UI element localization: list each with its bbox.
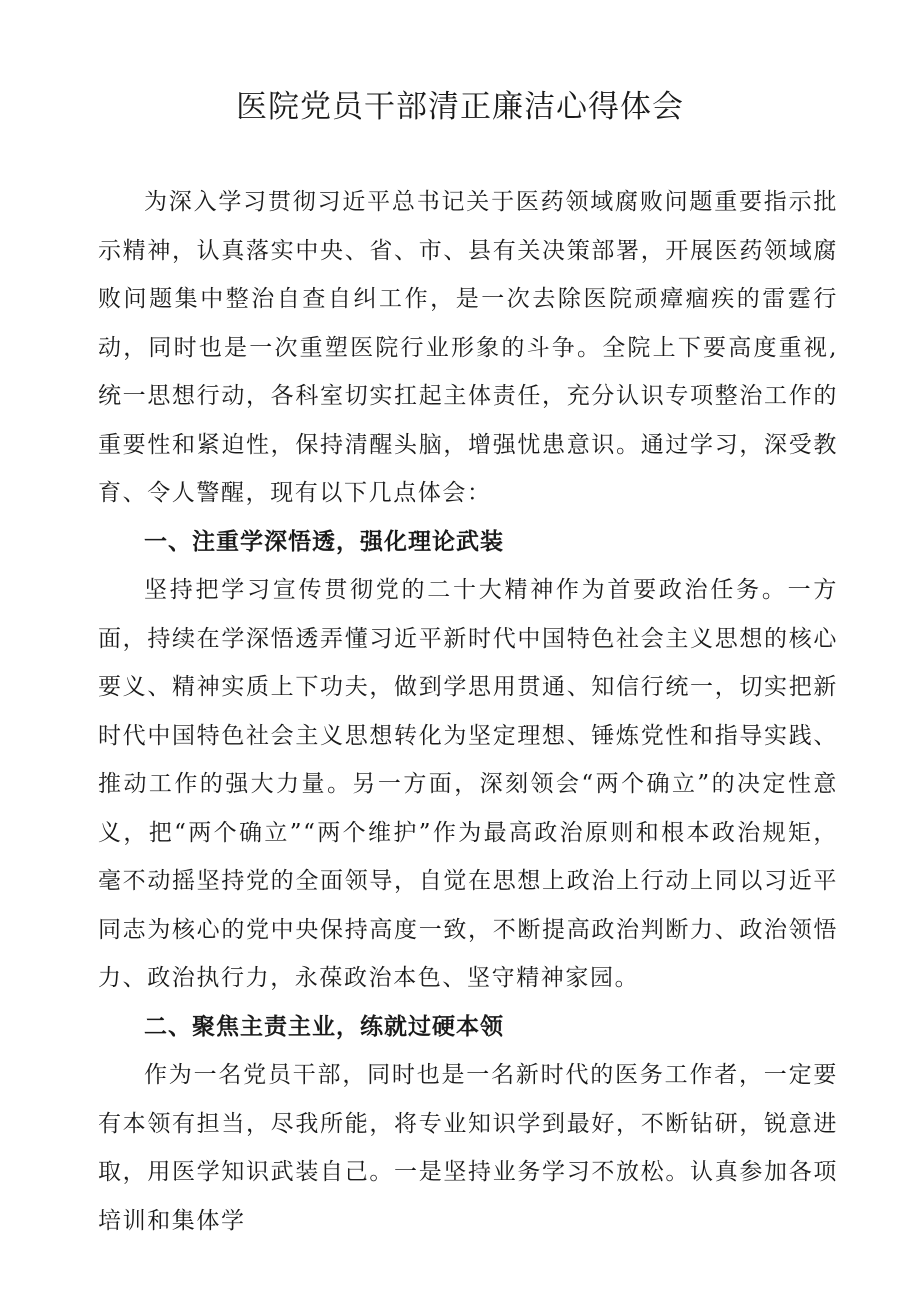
- section-1-heading: 一、注重学深悟透，强化理论武装: [144, 528, 504, 555]
- intro-paragraph: 为深入学习贯彻习近平总书记关于医药领域腐败问题重要指示批示精神，认真落实中央、省、市、县有关决策部署，开展医药领域腐败问题集中整治自查自纠工作，是一次去除医院顽瘴痼疾的雷霆行动，同时也是一次重塑医院行业形象的斗争。全院上下要高度重视,统一思想行动，各科室切实扛起主体责任，充分认识专项整治工作的重要性和紧迫性，保持清醒头脑，增强忧患意识。通过学习，深受教育、令人警醒，现有以下几点体会：: [98, 189, 838, 506]
- section-2-paragraph: 作为一名党员干部，同时也是一名新时代的医务工作者，一定要有本领有担当，尽我所能，将专业知识学到最好，不断钻研，锐意进取，用医学知识武装自己。一是坚持业务学习不放松。认真参加各项培训和集体学: [98, 1062, 838, 1234]
- document-body: [98, 178, 838, 1245]
- section-2-heading: 二、聚焦主责主业，练就过硬本领: [144, 1013, 504, 1040]
- document-title: 医院党员干部清正廉洁心得体会: [236, 89, 684, 125]
- section-1-paragraph: 坚持把学习宣传贯彻党的二十大精神作为首要政治任务。一方面，持续在学深悟透弄懂习近平新时代中国特色社会主义思想的核心要义、精神实质上下功夫，做到学思用贯通、知信行统一，切实把新时代中国特色社会主义思想转化为坚定理想、锤炼党性和指导实践、推动工作的强大力量。另一方面，深刻领会“两个确立”的决定性意义，把“两个确立”“两个维护”作为最高政治原则和根本政治规矩，毫不动摇坚持党的全面领导，自觉在思想上政治上行动上同以习近平同志为核心的党中央保持高度一致，不断提高政治判断力、政治领悟力、政治执行力，永葆政治本色、坚守精神家园。: [98, 577, 838, 991]
